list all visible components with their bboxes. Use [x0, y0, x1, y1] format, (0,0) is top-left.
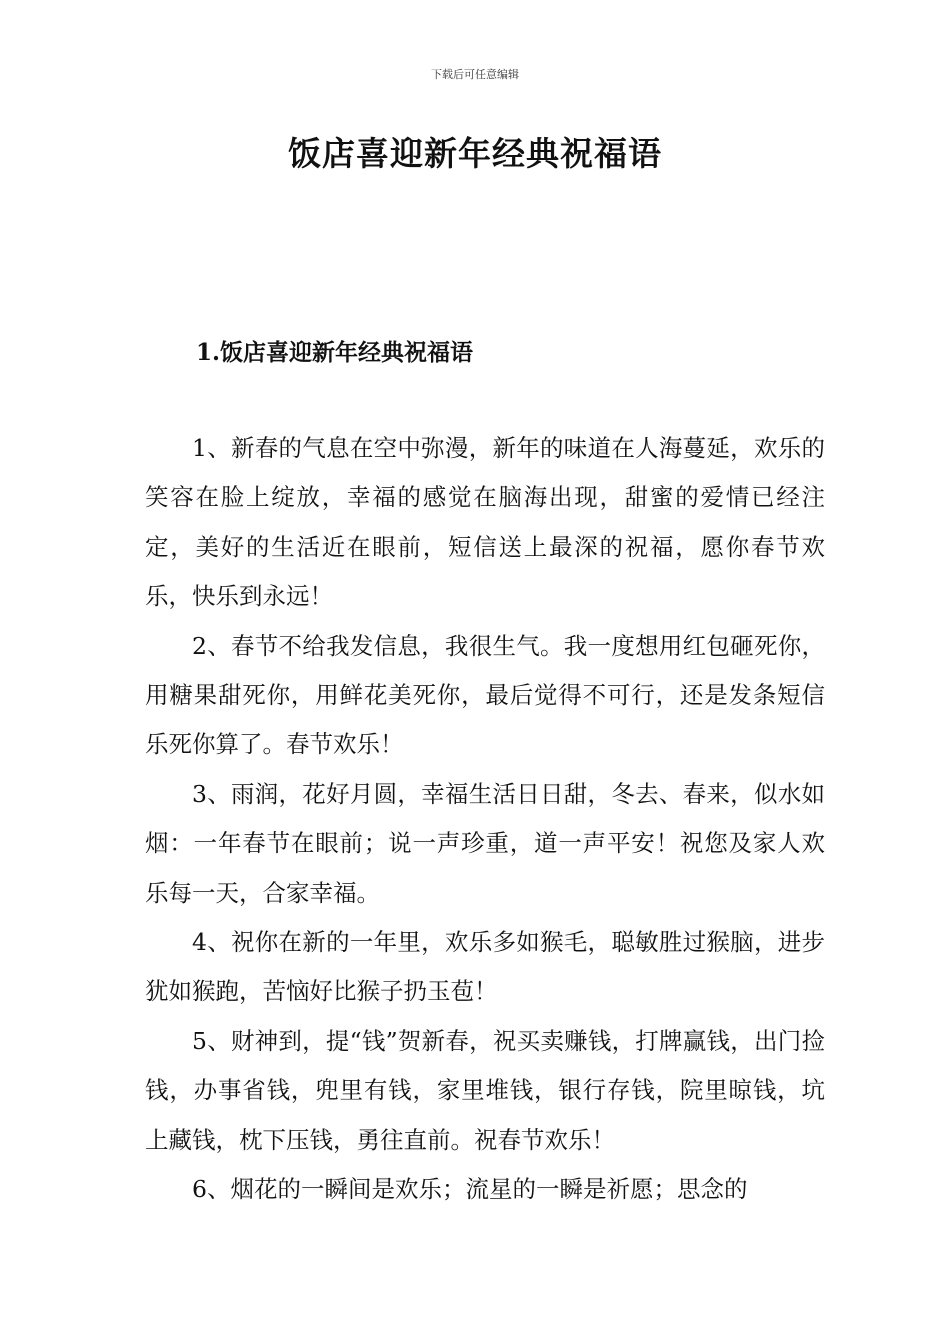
paragraph-2: 2、春节不给我发信息，我很生气。我一度想用红包砸死你，用糖果甜死你，用鲜花美死你，最后觉得不可行，还是发条短信乐死你算了。春节欢乐！	[145, 631, 825, 759]
download-note: 下载后可任意编辑	[431, 68, 519, 81]
paragraph-1: 1、新春的气息在空中弥漫，新年的味道在人海蔓延，欢乐的笑容在脸上绽放，幸福的感觉在脑海出现，甜蜜的爱情已经注定，美好的生活近在眼前，短信送上最深的祝福，愿你春节欢乐，快乐到永远！	[145, 434, 825, 611]
document-title: 饭店喜迎新年经典祝福语	[288, 134, 662, 173]
section-heading: 1.饭店喜迎新年经典祝福语	[196, 339, 474, 366]
paragraph-5: 5、财神到，提“钱”贺新春，祝买卖赚钱，打牌赢钱，出门捡钱，办事省钱，兜里有钱，家里堆钱，银行存钱，院里晾钱，坑上藏钱，枕下压钱，勇往直前。祝春节欢乐！	[145, 1026, 825, 1154]
paragraph-4: 4、祝你在新的一年里，欢乐多如猴毛，聪敏胜过猴脑，进步犹如猴跑，苦恼好比猴子扔玉苞！	[145, 928, 825, 1006]
document-body	[145, 424, 825, 1215]
paragraph-6: 6、烟花的一瞬间是欢乐；流星的一瞬是祈愿；思念的	[192, 1175, 748, 1204]
paragraph-3: 3、雨润，花好月圆，幸福生活日日甜，冬去、春来，似水如烟：一年春节在眼前；说一声珍重，道一声平安！祝您及家人欢乐每一天，合家幸福。	[145, 779, 825, 907]
